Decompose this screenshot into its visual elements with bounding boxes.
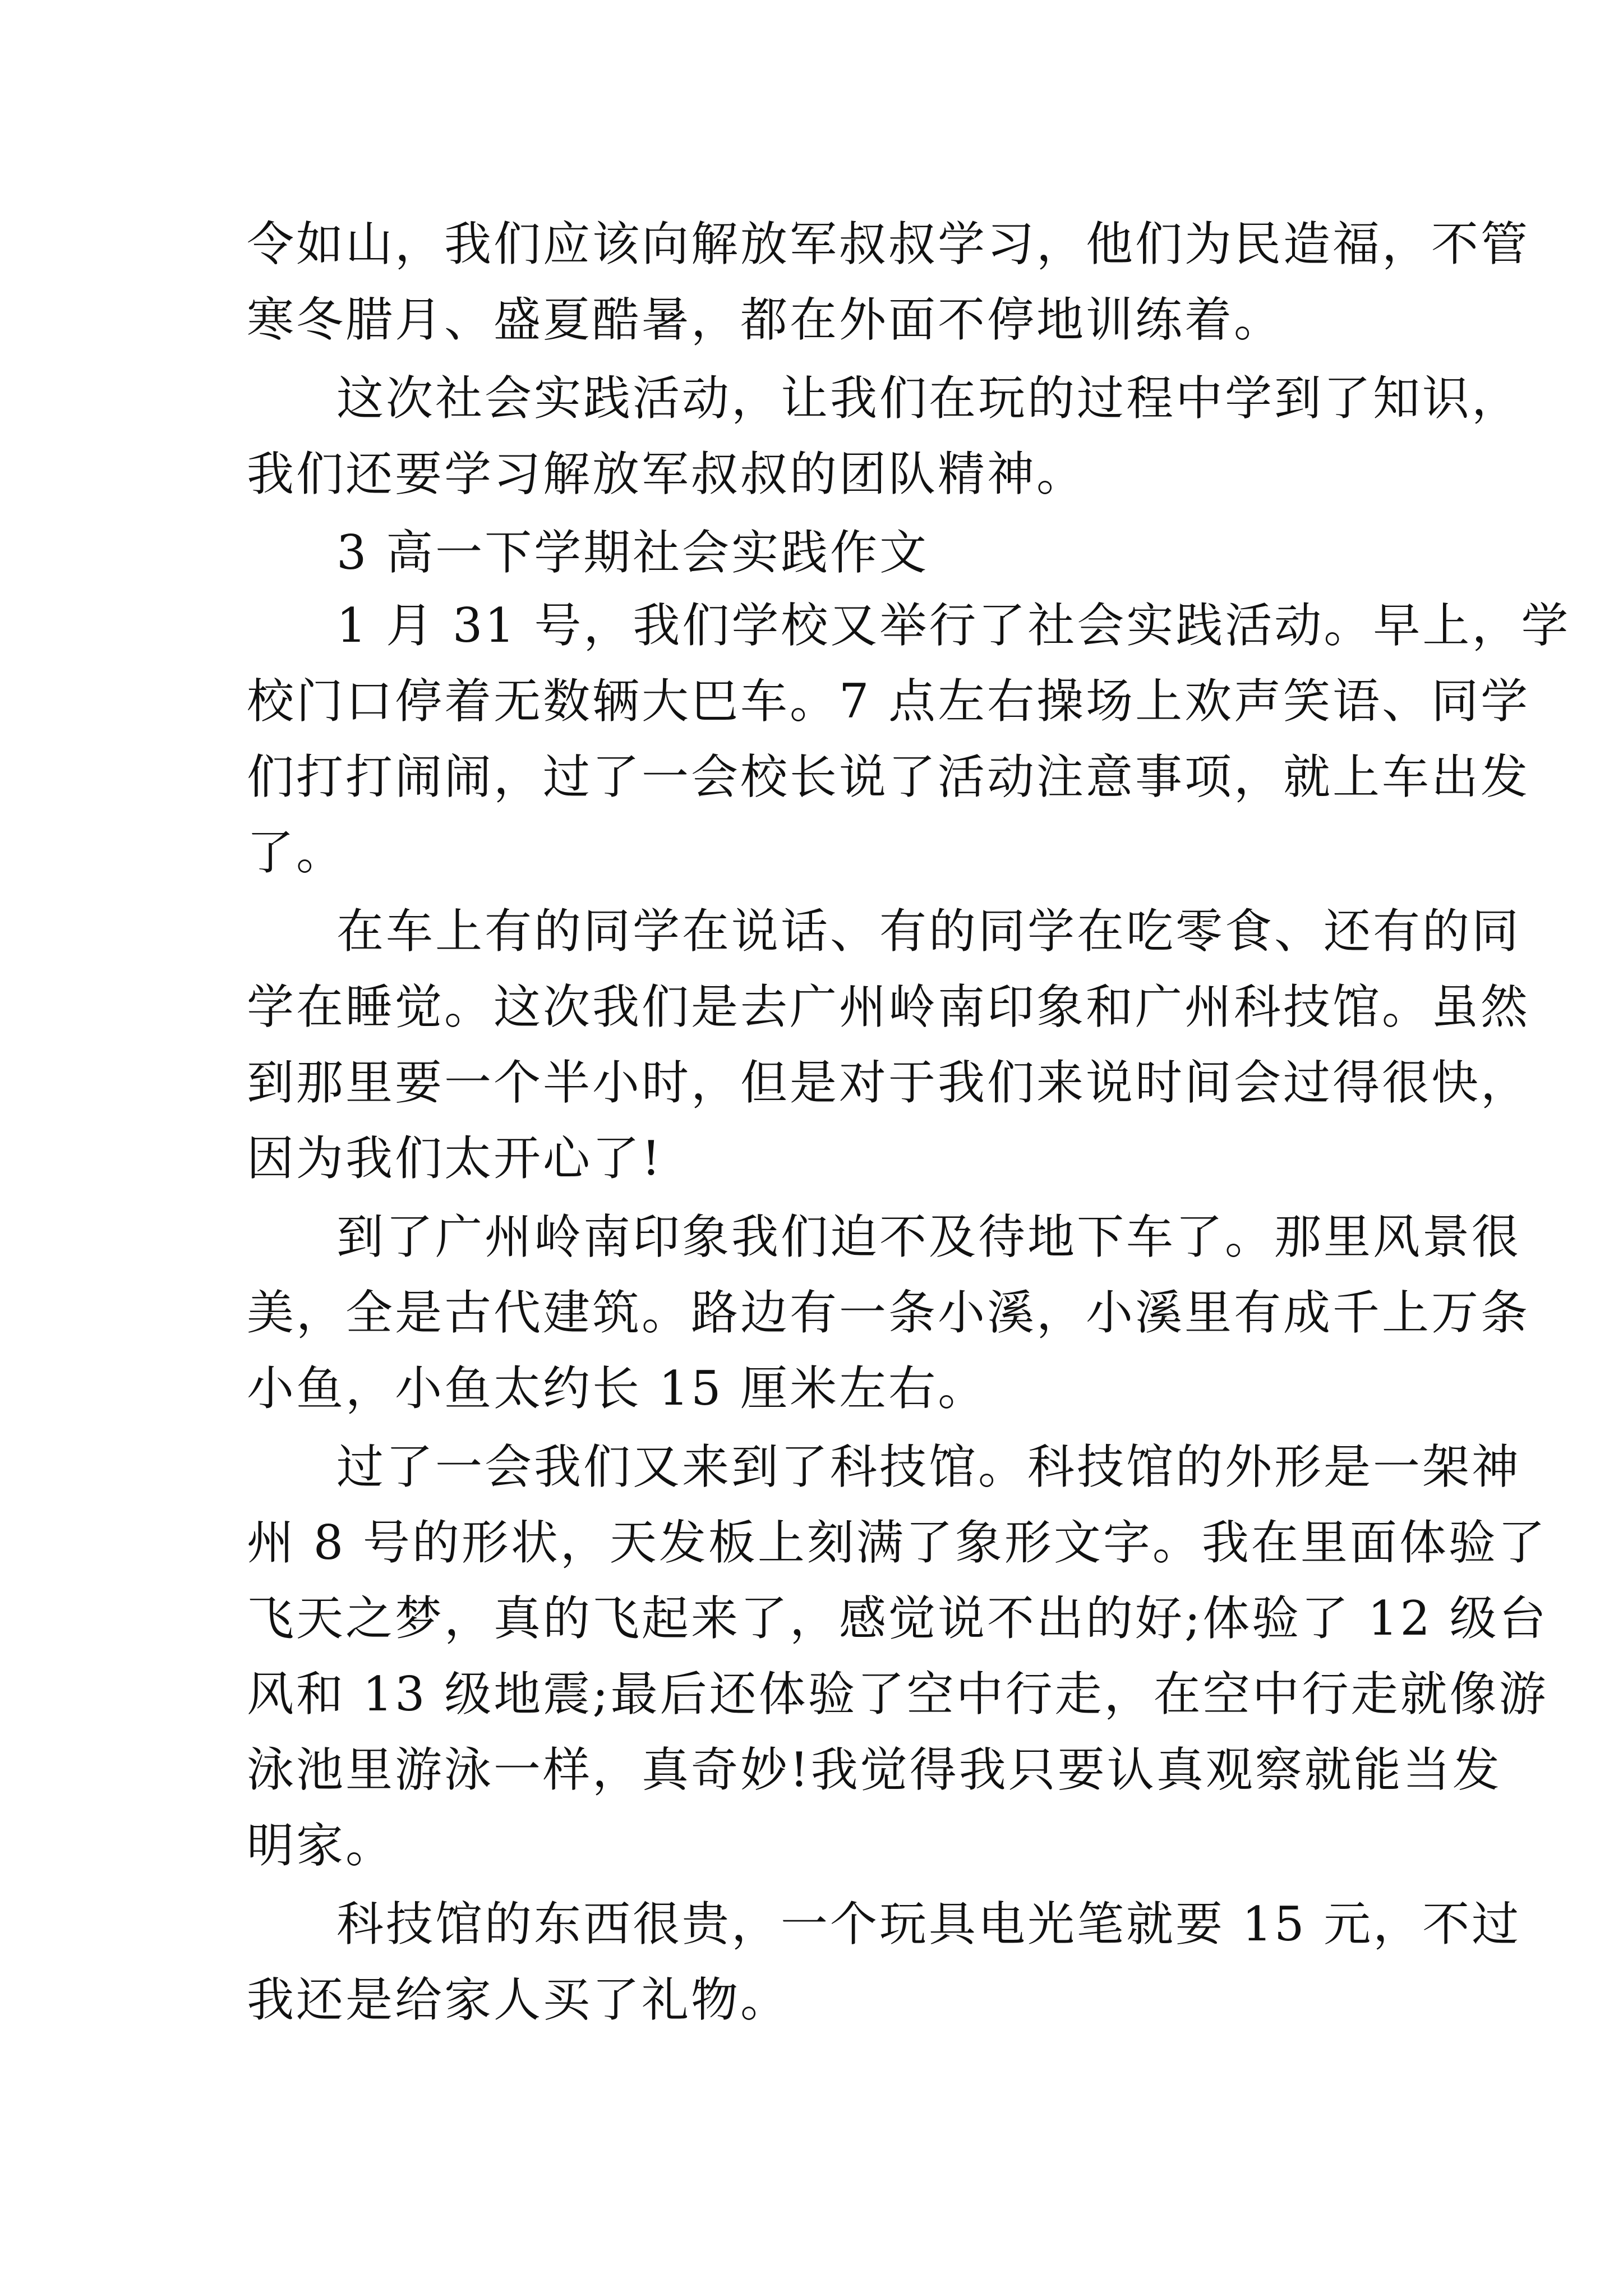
paragraph-start: 1 月 31 号，我们学校又举行了社会实践活动。早上，学	[336, 598, 1571, 653]
text-line: 州 8 号的形状，天发板上刻满了象形文字。我在里面体验了	[247, 1515, 1547, 1570]
text-line: 令如山，我们应该向解放军叔叔学习，他们为民造福，不管	[247, 217, 1530, 272]
text-line: 因为我们太开心了!	[247, 1131, 663, 1186]
text-line: 了。	[247, 825, 346, 880]
text-line: 们打打闹闹，过了一会校长说了活动注意事项，就上车出发	[247, 749, 1530, 804]
paragraph-start: 过了一会我们又来到了科技馆。科技馆的外形是一架神	[336, 1439, 1521, 1494]
text-line: 学在睡觉。这次我们是去广州岭南印象和广州科技馆。虽然	[247, 979, 1530, 1034]
text-line: 小鱼，小鱼太约长 15 厘米左右。	[247, 1361, 988, 1416]
text-line: 泳池里游泳一样，真奇妙!我觉得我只要认真观察就能当发	[247, 1742, 1502, 1797]
text-line: 寒冬腊月、盛夏酷暑，都在外面不停地训练着。	[247, 292, 1284, 347]
paragraph-start: 在车上有的同学在说话、有的同学在吃零食、还有的同	[336, 904, 1521, 959]
text-line: 到那里要一个半小时，但是对于我们来说时间会过得很快，	[247, 1055, 1530, 1110]
text-line: 美，全是古代建筑。路边有一条小溪，小溪里有成千上万条	[247, 1285, 1530, 1340]
paragraph-start: 到了广州岭南印象我们迫不及待地下车了。那里风景很	[336, 1209, 1521, 1264]
text-line: 我还是给家人买了礼物。	[247, 1972, 790, 2027]
text-line: 风和 13 级地震;最后还体验了空中行走，在空中行走就像游	[247, 1667, 1548, 1722]
paragraph-start: 科技馆的东西很贵，一个玩具电光笔就要 15 元，不过	[336, 1897, 1521, 1952]
paragraph-start: 这次社会实践活动，让我们在玩的过程中学到了知识，	[336, 371, 1521, 426]
text-line: 校门口停着无数辆大巴车。7 点左右操场上欢声笑语、同学	[247, 674, 1530, 729]
text-line: 我们还要学习解放军叔叔的团队精神。	[247, 447, 1086, 501]
section-heading: 3 高一下学期社会实践作文	[336, 525, 929, 580]
text-line: 明家。	[247, 1818, 395, 1873]
text-line: 飞天之梦，真的飞起来了，感觉说不出的好;体验了 12 级台	[247, 1591, 1548, 1646]
